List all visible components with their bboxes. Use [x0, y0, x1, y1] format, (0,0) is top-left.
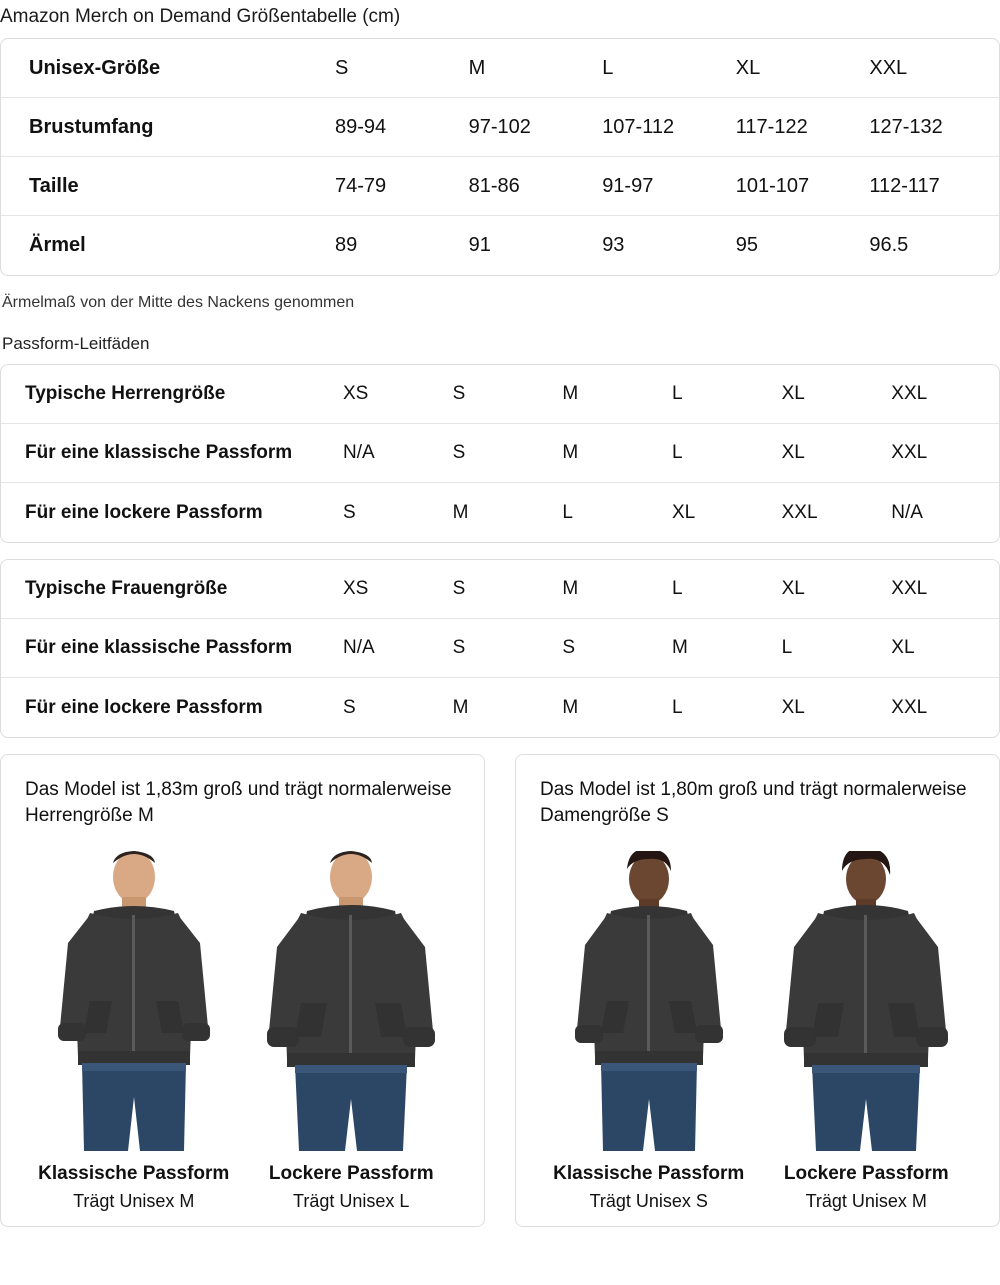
- male-figure-labels: [25, 1163, 460, 1212]
- cell-value: M: [562, 696, 579, 718]
- cell-value: N/A: [341, 619, 451, 678]
- cell-value: M: [452, 501, 469, 523]
- fit-wears: Trägt Unisex S: [589, 1190, 708, 1211]
- cell-value: XXL: [889, 424, 999, 483]
- cell-value: S: [343, 696, 356, 718]
- table-row: [1, 39, 999, 98]
- cell-value: 97-102: [465, 98, 599, 157]
- cell-value: 117-122: [732, 98, 866, 157]
- male-model-caption: Das Model ist 1,83m groß und trägt normalerweise Herrengröße M: [25, 778, 452, 827]
- table-row: [1, 678, 999, 737]
- female-classic-hoodie-illustration: [549, 851, 749, 1151]
- cell-value: M: [560, 424, 670, 483]
- fit-guides-title: Passform-Leitfäden: [2, 333, 150, 353]
- cell-value: S: [331, 39, 465, 98]
- table-row: [1, 560, 999, 619]
- table-row: [1, 619, 999, 678]
- page-title: Amazon Merch on Demand Größentabelle (cm): [0, 6, 401, 27]
- female-relaxed-hoodie-illustration: [766, 851, 966, 1151]
- row-label: Taille: [1, 157, 331, 216]
- cell-value: N/A: [341, 424, 451, 483]
- fit-name: Klassische Passform: [38, 1162, 230, 1184]
- fit-name: Lockere Passform: [268, 1162, 434, 1184]
- cell-value: XL: [780, 365, 890, 424]
- cell-value: 81-86: [465, 157, 599, 216]
- cell-value: M: [560, 560, 670, 619]
- cell-value: 127-132: [865, 98, 999, 157]
- row-label: Typische Herrengröße: [1, 365, 341, 424]
- male-relaxed-hoodie-illustration: [251, 851, 451, 1151]
- mens-fit-table: [0, 364, 1000, 543]
- cell-value: L: [671, 696, 683, 718]
- cell-value: L: [598, 39, 732, 98]
- cell-value: 95: [735, 234, 759, 257]
- cell-value: XXL: [889, 560, 999, 619]
- female-relaxed-fit-figure: [761, 851, 971, 1151]
- cell-value: XL: [781, 696, 805, 718]
- table-row: [1, 365, 999, 424]
- cell-value: 89: [335, 234, 358, 257]
- cell-value: XS: [341, 365, 451, 424]
- womens-fit-table: [0, 559, 1000, 738]
- cell-value: 89-94: [331, 98, 465, 157]
- male-classic-fit-label: [29, 1163, 239, 1212]
- cell-value: XS: [341, 560, 451, 619]
- row-label: Für eine lockere Passform: [25, 501, 263, 523]
- cell-value: XXL: [891, 696, 928, 718]
- cell-value: L: [562, 501, 573, 523]
- cell-value: M: [670, 619, 780, 678]
- cell-value: XL: [780, 424, 890, 483]
- cell-value: XXL: [889, 365, 999, 424]
- cell-value: M: [465, 39, 599, 98]
- cell-value: 112-117: [865, 157, 999, 216]
- fit-name: Lockere Passform: [783, 1162, 949, 1184]
- unisex-size-table: [0, 38, 1000, 276]
- fit-name: Klassische Passform: [553, 1162, 745, 1184]
- row-label: Ärmel: [29, 234, 86, 257]
- cell-value: S: [451, 619, 561, 678]
- cell-value: S: [451, 424, 561, 483]
- cell-value: S: [451, 365, 561, 424]
- model-cards: [0, 754, 1000, 1227]
- male-relaxed-fit-label: [246, 1163, 456, 1212]
- cell-value: L: [670, 560, 780, 619]
- cell-value: L: [670, 424, 780, 483]
- cell-value: XXL: [865, 39, 999, 98]
- table-row: [1, 216, 999, 275]
- cell-value: 91: [468, 234, 491, 257]
- cell-value: 74-79: [331, 157, 465, 216]
- row-label: Brustumfang: [1, 98, 331, 157]
- cell-value: XL: [780, 560, 890, 619]
- row-label: Für eine lockere Passform: [25, 696, 263, 718]
- fit-wears: Trägt Unisex M: [73, 1190, 195, 1211]
- cell-value: N/A: [891, 501, 923, 523]
- fit-wears: Trägt Unisex M: [805, 1190, 927, 1211]
- female-classic-fit-figure: [544, 851, 754, 1151]
- female-relaxed-fit-label: [761, 1163, 971, 1212]
- sleeve-measurement-note: Ärmelmaß von der Mitte des Nackens genommen: [2, 293, 355, 311]
- male-relaxed-fit-figure: [246, 851, 456, 1151]
- female-classic-fit-label: [544, 1163, 754, 1212]
- cell-value: 101-107: [732, 157, 866, 216]
- table-row: [1, 98, 999, 157]
- cell-value: S: [343, 501, 356, 523]
- fit-wears: Trägt Unisex L: [293, 1190, 410, 1211]
- cell-value: L: [780, 619, 890, 678]
- cell-value: 107-112: [598, 98, 732, 157]
- row-label: Für eine klassische Passform: [1, 424, 341, 483]
- table-row: [1, 483, 999, 542]
- cell-value: XL: [732, 39, 866, 98]
- row-label: Unisex-Größe: [1, 39, 331, 98]
- cell-value: M: [452, 696, 469, 718]
- cell-value: M: [560, 365, 670, 424]
- table-row: [1, 157, 999, 216]
- cell-value: XL: [889, 619, 999, 678]
- table-row: [1, 424, 999, 483]
- row-label: Für eine klassische Passform: [1, 619, 341, 678]
- cell-value: L: [670, 365, 780, 424]
- male-figures: [25, 841, 460, 1151]
- male-model-card: [0, 754, 485, 1227]
- cell-value: XL: [671, 501, 696, 523]
- cell-value: 93: [602, 234, 625, 257]
- female-model-caption: Das Model ist 1,80m groß und trägt normalerweise Damengröße S: [540, 778, 967, 827]
- cell-value: 91-97: [598, 157, 732, 216]
- female-figures: [540, 841, 975, 1151]
- female-model-card: [515, 754, 1000, 1227]
- female-figure-labels: [540, 1163, 975, 1212]
- cell-value: S: [560, 619, 670, 678]
- row-label: Typische Frauengröße: [1, 560, 341, 619]
- cell-value: XXL: [781, 501, 818, 523]
- male-classic-hoodie-illustration: [34, 851, 234, 1151]
- male-classic-fit-figure: [29, 851, 239, 1151]
- cell-value: 96.5: [869, 234, 909, 257]
- cell-value: S: [451, 560, 561, 619]
